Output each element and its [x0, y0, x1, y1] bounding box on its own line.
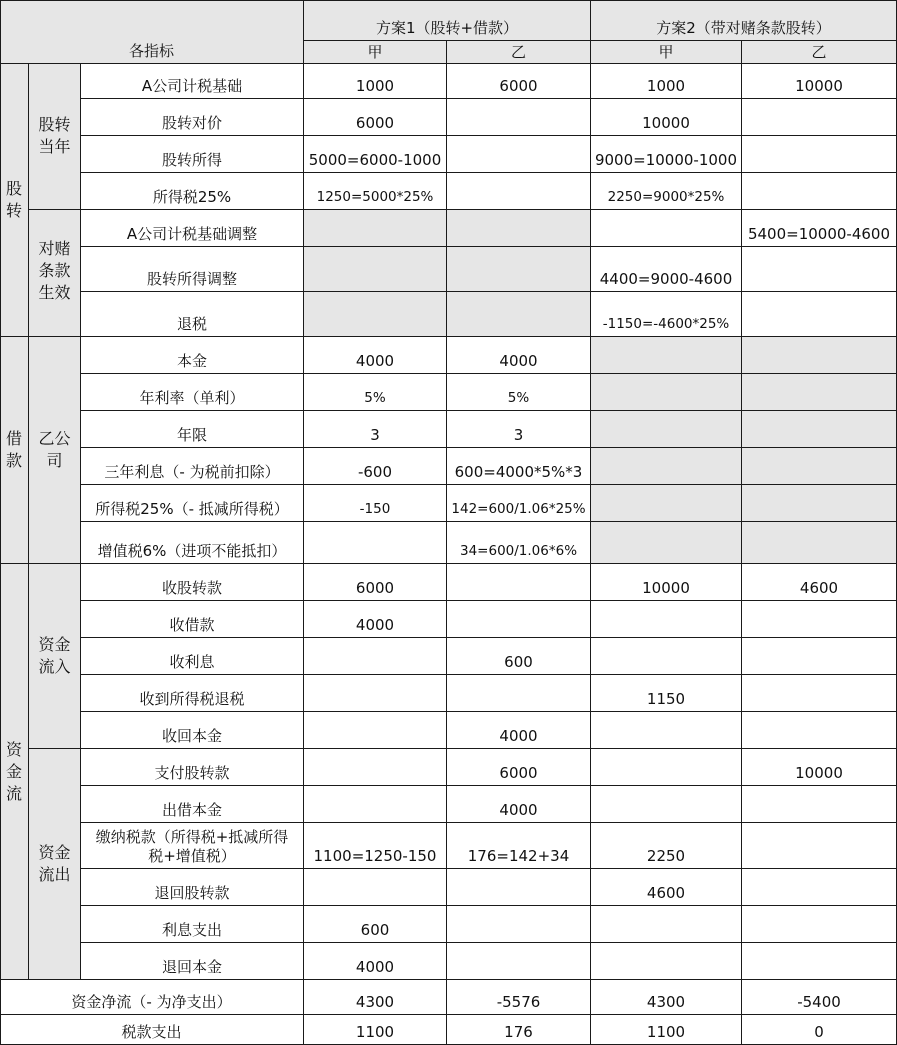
row-label[interactable]: 年利率（单利） [81, 374, 304, 411]
cell-p1-yi[interactable] [447, 906, 591, 943]
row-label[interactable]: 退回本金 [81, 943, 304, 980]
cell-p2-jia[interactable] [591, 448, 742, 485]
cell-p2-yi[interactable] [742, 292, 897, 337]
cell-p2-jia[interactable]: 10000 [591, 564, 742, 601]
cell-p1-jia[interactable]: 5000=6000-1000 [304, 136, 447, 173]
cell-p1-yi[interactable]: -5576 [447, 980, 591, 1015]
row-label[interactable]: 收到所得税退税 [81, 675, 304, 712]
header-plan2[interactable]: 方案2（带对赌条款股转） [591, 0, 897, 41]
row-label[interactable]: 年限 [81, 411, 304, 448]
cell-p2-jia[interactable]: 1100 [591, 1015, 742, 1045]
row-label[interactable]: 股转所得 [81, 136, 304, 173]
cell-p2-jia[interactable]: 10000 [591, 99, 742, 136]
group-loan[interactable]: 借款 [0, 337, 29, 564]
cell-p1-yi[interactable]: 4000 [447, 712, 591, 749]
row-label[interactable]: A公司计税基础调整 [81, 210, 304, 247]
cell-p1-yi[interactable]: 6000 [447, 749, 591, 786]
row-label[interactable]: 资金净流（- 为净支出） [0, 980, 304, 1015]
cell-p2-jia[interactable] [591, 906, 742, 943]
cell-p2-jia[interactable]: 2250=9000*25% [591, 173, 742, 210]
cell-p2-yi[interactable] [742, 638, 897, 675]
cell-p1-jia[interactable] [304, 786, 447, 823]
cell-p2-yi[interactable] [742, 173, 897, 210]
cell-p2-yi[interactable] [742, 522, 897, 564]
row-label[interactable]: 税款支出 [0, 1015, 304, 1045]
cell-p1-jia[interactable]: 1250=5000*25% [304, 173, 447, 210]
group-company-yi[interactable]: 乙公司 [29, 337, 81, 564]
row-label[interactable]: 股转所得调整 [81, 247, 304, 292]
cell-p2-jia[interactable] [591, 374, 742, 411]
cell-p2-yi[interactable] [742, 601, 897, 638]
cell-p1-yi[interactable] [447, 943, 591, 980]
cell-p1-jia[interactable] [304, 522, 447, 564]
cell-p1-jia[interactable] [304, 749, 447, 786]
cell-p1-yi[interactable] [447, 136, 591, 173]
header-plan2-jia[interactable]: 甲 [591, 41, 742, 64]
header-plan1-yi[interactable]: 乙 [447, 41, 591, 64]
cell-p1-yi[interactable]: 176=142+34 [447, 823, 591, 869]
cell-p1-jia[interactable]: 3 [304, 411, 447, 448]
cell-p1-jia[interactable] [304, 210, 447, 247]
cell-p2-yi[interactable]: 5400=10000-4600 [742, 210, 897, 247]
cell-p2-jia[interactable]: 4300 [591, 980, 742, 1015]
cell-p2-jia[interactable]: -1150=-4600*25% [591, 292, 742, 337]
cell-p2-jia[interactable] [591, 522, 742, 564]
cell-p1-yi[interactable]: 4000 [447, 337, 591, 374]
cell-p1-yi[interactable] [447, 247, 591, 292]
cell-p2-yi[interactable] [742, 448, 897, 485]
cell-p2-jia[interactable] [591, 786, 742, 823]
cell-p1-yi[interactable]: 3 [447, 411, 591, 448]
cell-p1-jia[interactable]: 6000 [304, 564, 447, 601]
header-plan1-jia[interactable]: 甲 [304, 41, 447, 64]
cell-p1-jia[interactable] [304, 675, 447, 712]
cell-p1-jia[interactable]: 4000 [304, 943, 447, 980]
row-label[interactable]: 利息支出 [81, 906, 304, 943]
cell-p2-yi[interactable] [742, 247, 897, 292]
cell-p1-jia[interactable] [304, 712, 447, 749]
cell-p1-jia[interactable]: 4300 [304, 980, 447, 1015]
cell-p1-jia[interactable]: 5% [304, 374, 447, 411]
cell-p2-yi[interactable]: -5400 [742, 980, 897, 1015]
cell-p2-jia[interactable]: 4400=9000-4600 [591, 247, 742, 292]
cell-p1-yi[interactable] [447, 869, 591, 906]
cell-p1-jia[interactable] [304, 638, 447, 675]
cell-p2-yi[interactable] [742, 712, 897, 749]
header-plan2-yi[interactable]: 乙 [742, 41, 897, 64]
cell-p2-jia[interactable]: 9000=10000-1000 [591, 136, 742, 173]
cell-p2-jia[interactable] [591, 601, 742, 638]
cell-p2-yi[interactable] [742, 786, 897, 823]
cell-p2-jia[interactable] [591, 638, 742, 675]
row-label[interactable]: 所得税25%（- 抵减所得税） [81, 485, 304, 522]
cell-p2-jia[interactable] [591, 411, 742, 448]
cell-p2-jia[interactable] [591, 749, 742, 786]
cell-p2-yi[interactable] [742, 823, 897, 869]
cell-p1-jia[interactable]: 600 [304, 906, 447, 943]
cell-p2-yi[interactable] [742, 337, 897, 374]
row-label[interactable]: 收股转款 [81, 564, 304, 601]
row-label[interactable]: 本金 [81, 337, 304, 374]
cell-p1-yi[interactable]: 600 [447, 638, 591, 675]
cell-p2-yi[interactable] [742, 675, 897, 712]
group-cash-in[interactable]: 资金流入 [29, 564, 81, 749]
cell-p2-yi[interactable]: 0 [742, 1015, 897, 1045]
row-label[interactable]: 收借款 [81, 601, 304, 638]
cell-p2-yi[interactable]: 4600 [742, 564, 897, 601]
cell-p2-jia[interactable] [591, 485, 742, 522]
cell-p1-yi[interactable]: 4000 [447, 786, 591, 823]
cell-p2-jia[interactable]: 1150 [591, 675, 742, 712]
header-plan1[interactable]: 方案1（股转+借款） [304, 0, 591, 41]
header-indicators[interactable]: 各指标 [0, 0, 304, 64]
cell-p2-jia[interactable] [591, 712, 742, 749]
cell-p2-yi[interactable] [742, 411, 897, 448]
cell-p2-yi[interactable] [742, 485, 897, 522]
cell-p1-jia[interactable] [304, 292, 447, 337]
cell-p1-jia[interactable]: -600 [304, 448, 447, 485]
row-label[interactable]: 退税 [81, 292, 304, 337]
group-equity-year[interactable]: 股转当年 [29, 64, 81, 210]
cell-p1-yi[interactable] [447, 292, 591, 337]
cell-p2-jia[interactable] [591, 943, 742, 980]
cell-p2-jia[interactable] [591, 337, 742, 374]
cell-p1-jia[interactable] [304, 869, 447, 906]
cell-p2-yi[interactable]: 10000 [742, 749, 897, 786]
group-cash-out[interactable]: 资金流出 [29, 749, 81, 980]
cell-p2-yi[interactable] [742, 136, 897, 173]
cell-p1-yi[interactable]: 6000 [447, 64, 591, 99]
cell-p2-jia[interactable]: 4600 [591, 869, 742, 906]
cell-p1-jia[interactable]: -150 [304, 485, 447, 522]
cell-p1-yi[interactable] [447, 601, 591, 638]
row-label[interactable]: 增值税6%（进项不能抵扣） [81, 522, 304, 564]
row-label[interactable]: 收利息 [81, 638, 304, 675]
row-label[interactable]: 股转对价 [81, 99, 304, 136]
cell-p1-yi[interactable] [447, 564, 591, 601]
cell-p1-yi[interactable] [447, 173, 591, 210]
cell-p2-yi[interactable] [742, 374, 897, 411]
row-label[interactable]: A公司计税基础 [81, 64, 304, 99]
cell-p1-jia[interactable]: 4000 [304, 601, 447, 638]
cell-p2-jia[interactable]: 1000 [591, 64, 742, 99]
row-label[interactable]: 出借本金 [81, 786, 304, 823]
cell-p1-yi[interactable] [447, 675, 591, 712]
cell-p2-yi[interactable] [742, 906, 897, 943]
row-label[interactable]: 退回股转款 [81, 869, 304, 906]
cell-p1-yi[interactable]: 176 [447, 1015, 591, 1045]
row-label[interactable]: 所得税25% [81, 173, 304, 210]
cell-p2-yi[interactable] [742, 943, 897, 980]
row-label[interactable]: 三年利息（- 为税前扣除） [81, 448, 304, 485]
row-label[interactable]: 支付股转款 [81, 749, 304, 786]
cell-p1-yi[interactable]: 600=4000*5%*3 [447, 448, 591, 485]
cell-p1-jia[interactable] [304, 247, 447, 292]
row-label[interactable]: 缴纳税款（所得税+抵减所得税+增值税） [81, 823, 304, 869]
group-vam-effective[interactable]: 对赌条款生效 [29, 210, 81, 337]
cell-p1-jia[interactable]: 1100=1250-150 [304, 823, 447, 869]
cell-p1-yi[interactable] [447, 99, 591, 136]
cell-p2-jia[interactable] [591, 210, 742, 247]
cell-p2-yi[interactable] [742, 869, 897, 906]
cell-p1-jia[interactable]: 1100 [304, 1015, 447, 1045]
cell-p2-yi[interactable]: 10000 [742, 64, 897, 99]
cell-p1-yi[interactable]: 142=600/1.06*25% [447, 485, 591, 522]
cell-p1-yi[interactable]: 5% [447, 374, 591, 411]
cell-p1-yi[interactable] [447, 210, 591, 247]
cell-p1-jia[interactable]: 4000 [304, 337, 447, 374]
cell-p1-jia[interactable]: 6000 [304, 99, 447, 136]
cell-p2-jia[interactable]: 2250 [591, 823, 742, 869]
group-cash-flow[interactable]: 资金流 [0, 564, 29, 980]
row-label[interactable]: 收回本金 [81, 712, 304, 749]
cell-p1-jia[interactable]: 1000 [304, 64, 447, 99]
cell-p1-yi[interactable]: 34=600/1.06*6% [447, 522, 591, 564]
group-equity[interactable]: 股转 [0, 64, 29, 337]
cell-p2-yi[interactable] [742, 99, 897, 136]
